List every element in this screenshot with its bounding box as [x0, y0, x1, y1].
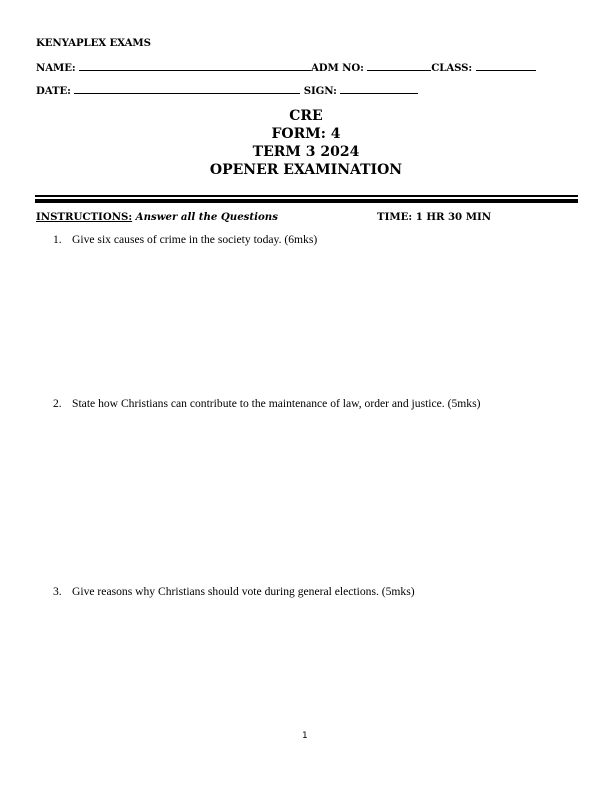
exam-title: OPENER EXAMINATION [209, 162, 403, 178]
adm-no-blank[interactable] [367, 61, 431, 71]
organization-name: KENYAPLEX EXAMS [36, 37, 151, 49]
date-label: DATE: [36, 85, 71, 97]
term-title: TERM 3 2024 [252, 144, 360, 160]
instructions-label: INSTRUCTIONS: [36, 211, 133, 223]
question-number: 2. [53, 397, 62, 410]
question-text: Give reasons why Christians should vote during general elections. (5mks) [72, 585, 415, 598]
class-label: CLASS: [431, 62, 473, 74]
question-number: 1. [53, 233, 62, 246]
page-number: 1 [302, 731, 308, 741]
divider-thin [35, 195, 578, 197]
name-label: NAME: [36, 62, 76, 74]
sign-blank[interactable] [340, 84, 418, 94]
question-item [53, 233, 317, 246]
instructions [36, 211, 278, 223]
question-number: 3. [53, 585, 62, 598]
question-item [53, 585, 415, 598]
class-blank[interactable] [476, 61, 536, 71]
question-item [53, 397, 480, 410]
adm-no-label: ADM NO: [310, 62, 364, 74]
form-title: FORM: 4 [271, 126, 341, 142]
question-text: State how Christians can contribute to the maintenance of law, order and justice. (5mks) [72, 397, 481, 410]
divider-thick [35, 199, 578, 203]
subject-title: CRE [289, 108, 323, 124]
date-blank[interactable] [74, 84, 300, 94]
student-info-row-1 [36, 61, 536, 74]
exam-duration: TIME: 1 HR 30 MIN [377, 211, 492, 223]
name-blank[interactable] [79, 61, 311, 71]
student-info-row-2 [36, 84, 418, 97]
exam-title-block [0, 107, 612, 179]
instructions-text: Answer all the Questions [135, 211, 278, 223]
sign-label: SIGN: [303, 85, 337, 97]
question-text: Give six causes of crime in the society today. (6mks) [72, 233, 318, 246]
